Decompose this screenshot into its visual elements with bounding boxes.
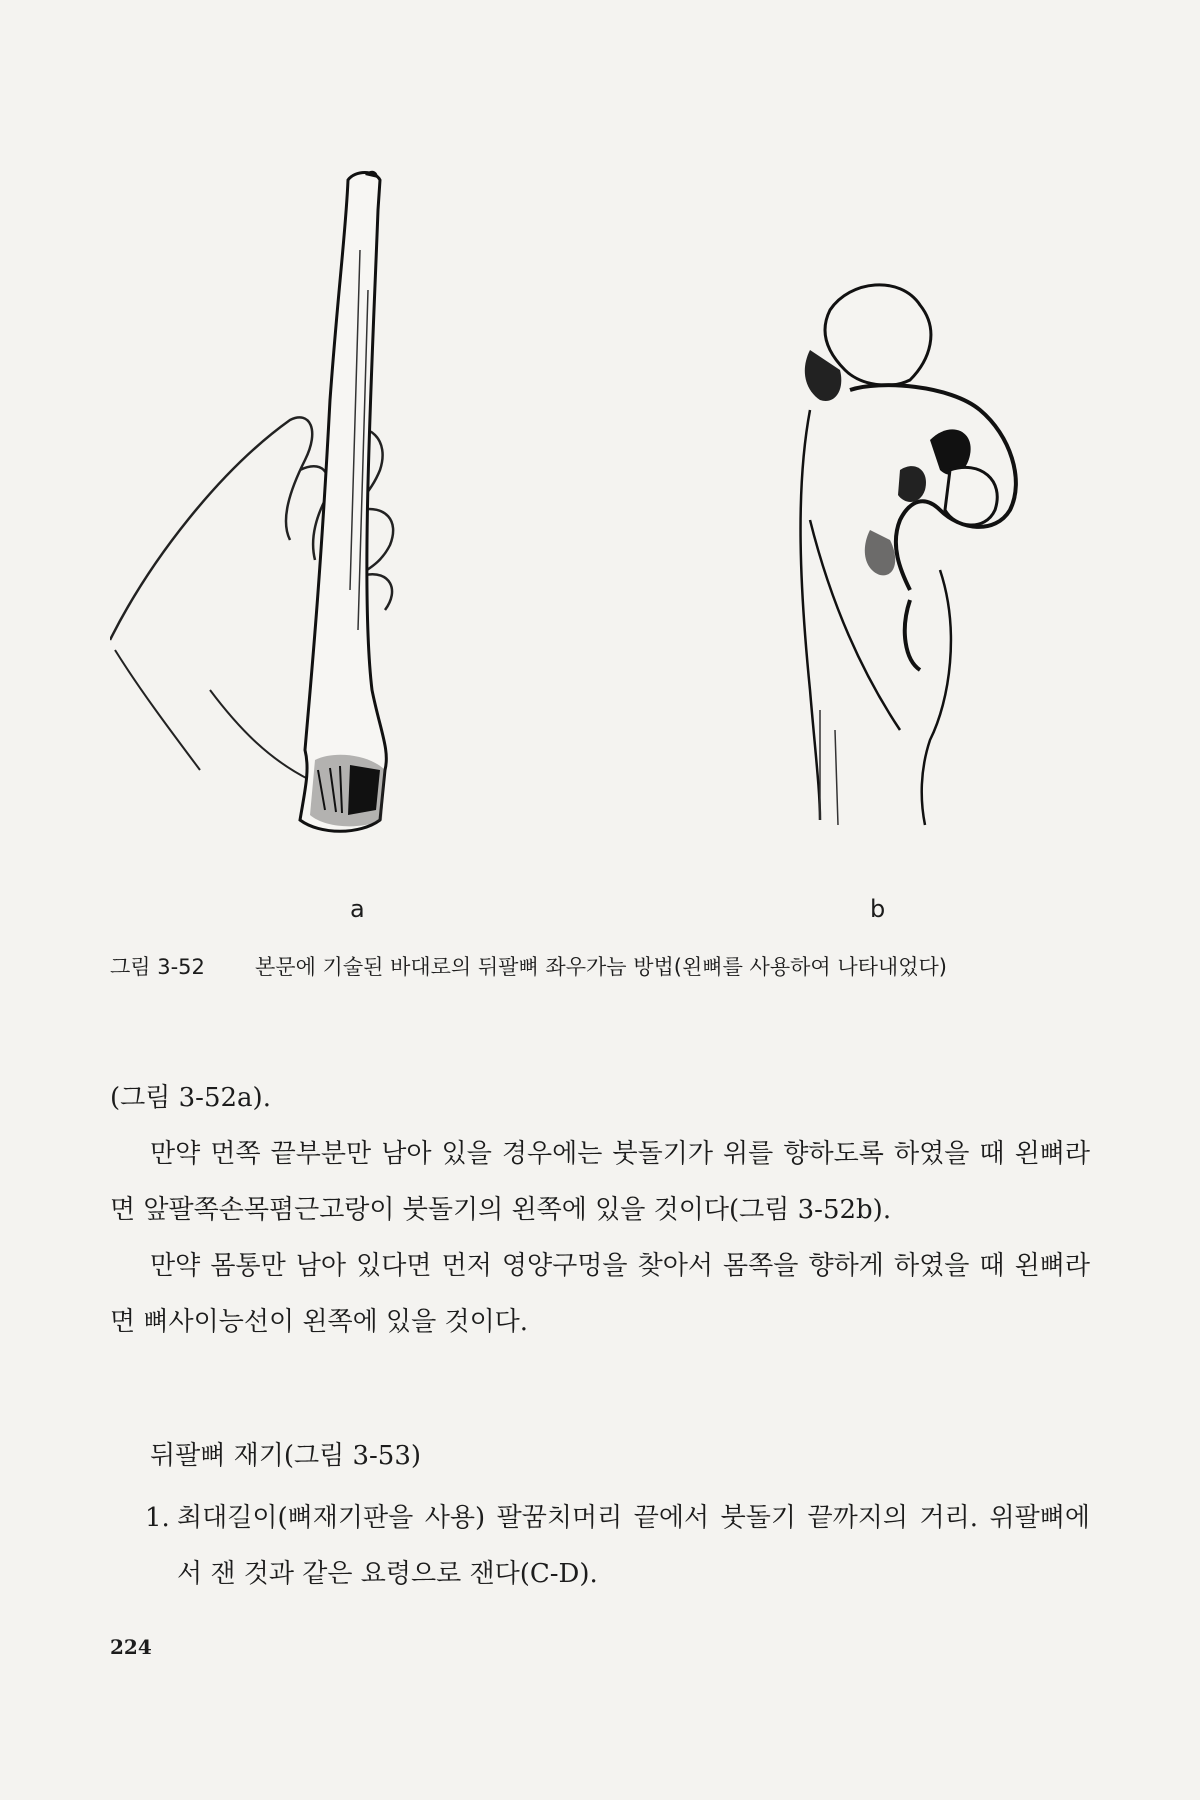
figure-caption	[110, 950, 1090, 984]
list-item-text: 최대길이(뼈재기판을 사용) 팔꿈치머리 끝에서 붓돌기 끝까지의 거리. 위팔뼈에서 잰 것과 같은 요령으로 잰다(C-D).	[177, 1503, 1090, 1589]
paragraph-3: 만약 몸통만 남아 있다면 먼저 영양구멍을 찾아서 몸쪽을 향하게 하였을 때 왼뼈라면 뼈사이능선이 왼쪽에 있을 것이다.	[110, 1251, 1090, 1337]
list-item-number: 1.	[145, 1503, 170, 1533]
paragraph-1: (그림 3-52a).	[110, 1083, 271, 1113]
figure-3-52	[110, 170, 1090, 900]
figure-sublabel-a: a	[350, 895, 365, 923]
list-item	[145, 1490, 1090, 1602]
section-title: 뒤팔뼈 재기(그림 3-53)	[150, 1441, 422, 1471]
body-text	[110, 1070, 1090, 1350]
paragraph-2: 만약 먼쪽 끝부분만 남아 있을 경우에는 붓돌기가 위를 향하도록 하였을 때 왼뼈라면 앞팔쪽손목폄근고랑이 붓돌기의 왼쪽에 있을 것이다(그림 3-52b).	[110, 1139, 1090, 1225]
measurement-list	[145, 1490, 1090, 1602]
caption-number: 그림 3-52	[110, 955, 205, 979]
caption-text: 본문에 기술된 바대로의 뒤팔뼈 좌우가늠 방법(왼뼈를 사용하여 나타내었다)	[255, 955, 947, 979]
illustration-a-ulna-in-hand	[110, 170, 470, 860]
figure-sublabel-b: b	[870, 895, 886, 923]
illustration-b-distal-end	[790, 270, 1050, 830]
page-number: 224	[110, 1635, 152, 1659]
